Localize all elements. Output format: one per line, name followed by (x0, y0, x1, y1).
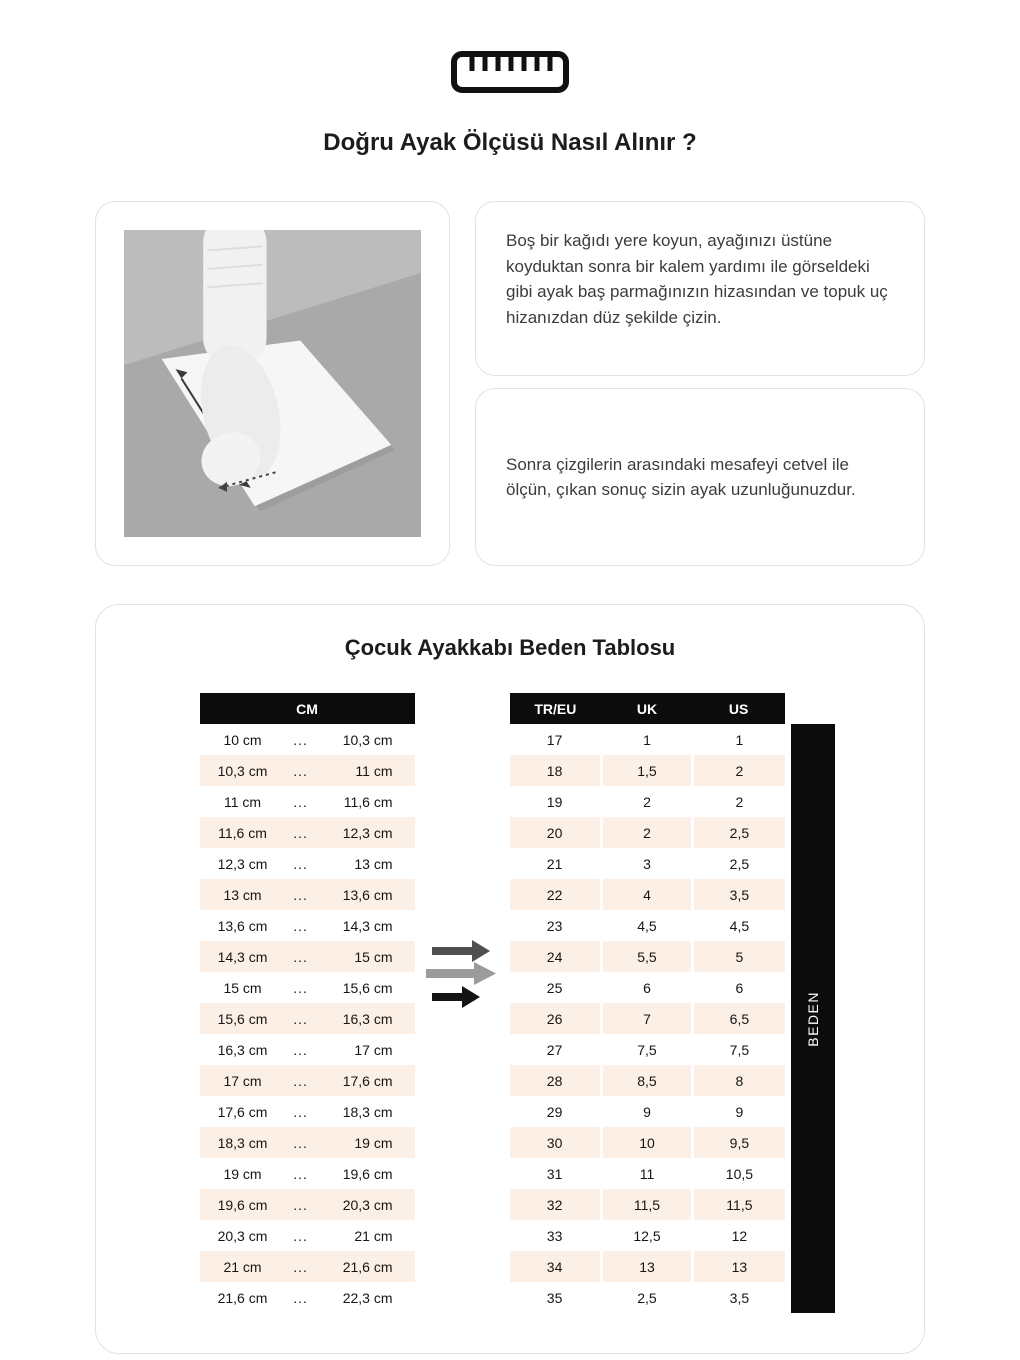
cm-separator-cell: ... (293, 793, 308, 810)
size-chart-tables (96, 693, 924, 1313)
size-us-cell: 9,5 (693, 1127, 785, 1158)
cm-table-header: CM (200, 693, 415, 724)
size-table-header-us: US (693, 693, 785, 724)
instruction-card-2 (475, 388, 925, 566)
size-uk-cell: 7 (601, 1003, 693, 1034)
size-table-row (510, 1127, 785, 1158)
size-table-row (510, 817, 785, 848)
size-us-cell: 9 (693, 1096, 785, 1127)
cm-to-cell: 21 cm (354, 1227, 393, 1244)
size-us-cell: 8 (693, 1065, 785, 1096)
size-uk-cell: 13 (601, 1251, 693, 1282)
foot-measurement-photo (124, 230, 421, 537)
cm-table-row (200, 1189, 415, 1220)
cm-separator-cell: ... (286, 817, 316, 848)
cm-from-cell: 11,6 cm (200, 817, 286, 848)
size-us-cell: 4,5 (693, 910, 785, 941)
size-uk-cell: 1 (601, 724, 693, 755)
size-us-cell: 11,5 (693, 1189, 785, 1220)
cm-table-row (200, 786, 415, 817)
size-us-cell: 5 (693, 941, 785, 972)
size-treu-cell: 29 (546, 1103, 563, 1120)
size-uk-cell: 5,5 (601, 941, 693, 972)
cm-table-row (200, 848, 415, 879)
cm-table-row (200, 1003, 415, 1034)
conversion-arrows-icon (415, 936, 510, 1010)
cm-from-cell: 16,3 cm (217, 1041, 268, 1058)
cm-separator-cell: ... (286, 1065, 316, 1096)
cm-table-row (200, 879, 415, 910)
cm-table-row (200, 1034, 415, 1065)
size-table-body (510, 724, 785, 1313)
cm-table-row (200, 1096, 415, 1127)
cm-from-cell: 15,6 cm (200, 1003, 286, 1034)
size-table-row (510, 1251, 785, 1282)
size-us-cell: 10,5 (693, 1158, 785, 1189)
size-us-cell: 12 (693, 1220, 785, 1251)
cm-from-cell: 10 cm (223, 731, 262, 748)
size-treu-cell: 34 (510, 1251, 602, 1282)
cm-from-cell: 10,3 cm (200, 755, 286, 786)
instruction-cards (475, 201, 925, 566)
cm-to-cell: 13 cm (354, 855, 393, 872)
cm-from-cell: 15 cm (223, 979, 262, 996)
cm-separator-cell: ... (293, 1289, 308, 1306)
cm-from-cell: 19 cm (223, 1165, 262, 1182)
size-uk-cell: 11 (601, 1158, 693, 1189)
size-us-cell: 2,5 (693, 848, 785, 879)
size-uk-cell: 10 (601, 1127, 693, 1158)
size-table (510, 693, 785, 1313)
cm-to-cell: 15,6 cm (342, 979, 393, 996)
cm-table-row (200, 1065, 415, 1096)
cm-table-row (200, 941, 415, 972)
size-treu-cell: 31 (546, 1165, 563, 1182)
size-us-cell: 3,5 (693, 879, 785, 910)
cm-from-cell: 19,6 cm (200, 1189, 286, 1220)
size-us-cell: 2 (693, 755, 785, 786)
beden-label: BEDEN (804, 990, 821, 1047)
cm-separator-cell: ... (293, 731, 308, 748)
cm-table-row (200, 1158, 415, 1189)
cm-table-row (200, 1127, 415, 1158)
size-table-row (510, 786, 785, 817)
cm-table-row (200, 1220, 415, 1251)
size-uk-cell: 4 (601, 879, 693, 910)
size-treu-cell: 25 (546, 979, 563, 996)
cm-separator-cell: ... (293, 1103, 308, 1120)
cm-to-cell: 21,6 cm (316, 1251, 415, 1282)
cm-table-body (200, 724, 415, 1313)
cm-to-cell: 19 cm (316, 1127, 415, 1158)
cm-separator-cell: ... (293, 1041, 308, 1058)
size-us-cell: 2,5 (693, 817, 785, 848)
size-chart-title: Çocuk Ayakkabı Beden Tablosu (344, 635, 676, 660)
size-uk-cell: 6 (601, 972, 693, 1003)
size-treu-cell: 19 (546, 793, 563, 810)
cm-separator-cell: ... (286, 941, 316, 972)
size-table-header-uk: UK (601, 693, 693, 724)
size-us-cell: 6 (693, 972, 785, 1003)
size-table-row (510, 1220, 785, 1251)
size-treu-cell: 18 (510, 755, 602, 786)
size-uk-cell: 2,5 (601, 1282, 693, 1313)
size-treu-cell: 24 (510, 941, 602, 972)
size-us-cell: 1 (693, 724, 785, 755)
cm-separator-cell: ... (293, 855, 308, 872)
size-treu-cell: 20 (510, 817, 602, 848)
cm-table-row (200, 724, 415, 755)
cm-from-cell: 17 cm (200, 1065, 286, 1096)
cm-table-row (200, 1251, 415, 1282)
size-chart-card (95, 604, 925, 1354)
cm-to-cell: 18,3 cm (342, 1103, 393, 1120)
size-table-row (510, 755, 785, 786)
cm-table (200, 693, 415, 1313)
instruction-step-2: Sonra çizgilerin arasındaki mesafeyi cetvel ile ölçün, çıkan sonuç sizin ayak uzunluğunuzdur. (506, 454, 856, 499)
cm-from-cell: 17,6 cm (217, 1103, 268, 1120)
cm-to-cell: 19,6 cm (342, 1165, 393, 1182)
size-us-cell: 2 (693, 786, 785, 817)
cm-separator-cell: ... (293, 979, 308, 996)
size-table-row (510, 910, 785, 941)
cm-from-cell: 18,3 cm (200, 1127, 286, 1158)
size-treu-cell: 30 (510, 1127, 602, 1158)
size-uk-cell: 2 (601, 817, 693, 848)
size-us-cell: 6,5 (693, 1003, 785, 1034)
size-table-row (510, 1034, 785, 1065)
cm-separator-cell: ... (286, 1189, 316, 1220)
cm-separator-cell: ... (293, 1227, 308, 1244)
cm-to-cell: 22,3 cm (342, 1289, 393, 1306)
size-treu-cell: 35 (546, 1289, 563, 1306)
size-table-row (510, 724, 785, 755)
instruction-step-1: Boş bir kağıdı yere koyun, ayağınızı üstüne koyduktan sonra bir kalem yardımı ile görseldeki gibi ayak baş parmağınızın hizasından ve topuk uç hizanızdan düz şekilde çizin. (506, 231, 888, 327)
cm-from-cell: 13,6 cm (217, 917, 268, 934)
page-title: Doğru Ayak Ölçüsü Nasıl Alınır ? (323, 129, 697, 156)
cm-from-cell: 14,3 cm (200, 941, 286, 972)
cm-from-cell: 21,6 cm (217, 1289, 268, 1306)
foot-photo-card (95, 201, 450, 566)
cm-table-row (200, 755, 415, 786)
size-table-row (510, 1003, 785, 1034)
cm-to-cell: 16,3 cm (316, 1003, 415, 1034)
size-table-row (510, 848, 785, 879)
cm-from-cell: 21 cm (200, 1251, 286, 1282)
intro-section (95, 201, 925, 566)
size-treu-cell: 26 (510, 1003, 602, 1034)
size-uk-cell: 3 (601, 848, 693, 879)
cm-table-row (200, 1282, 415, 1313)
cm-to-cell: 17 cm (354, 1041, 393, 1058)
size-uk-cell: 12,5 (601, 1220, 693, 1251)
cm-to-cell: 17,6 cm (316, 1065, 415, 1096)
cm-separator-cell: ... (286, 1127, 316, 1158)
size-table-row (510, 1189, 785, 1220)
size-uk-cell: 11,5 (601, 1189, 693, 1220)
size-treu-cell: 32 (510, 1189, 602, 1220)
cm-to-cell: 11,6 cm (343, 793, 393, 810)
cm-separator-cell: ... (286, 1003, 316, 1034)
size-treu-cell: 22 (510, 879, 602, 910)
ruler-icon (450, 50, 570, 99)
size-treu-cell: 28 (510, 1065, 602, 1096)
size-us-cell: 7,5 (693, 1034, 785, 1065)
cm-separator-cell: ... (286, 879, 316, 910)
cm-to-cell: 10,3 cm (342, 731, 393, 748)
cm-table-row (200, 972, 415, 1003)
cm-from-cell: 13 cm (200, 879, 286, 910)
size-table-row (510, 879, 785, 910)
cm-to-cell: 20,3 cm (316, 1189, 415, 1220)
size-table-row (510, 972, 785, 1003)
size-treu-cell: 27 (546, 1041, 563, 1058)
cm-to-cell: 12,3 cm (316, 817, 415, 848)
size-table-row (510, 1282, 785, 1313)
size-table-row (510, 1096, 785, 1127)
size-treu-cell: 21 (546, 855, 563, 872)
cm-separator-cell: ... (286, 1251, 316, 1282)
size-us-cell: 3,5 (693, 1282, 785, 1313)
size-table-row (510, 1065, 785, 1096)
size-treu-cell: 23 (546, 917, 563, 934)
cm-from-cell: 11 cm (223, 793, 262, 810)
cm-to-cell: 13,6 cm (316, 879, 415, 910)
size-treu-cell: 33 (546, 1227, 563, 1244)
size-treu-cell: 17 (546, 731, 563, 748)
cm-table-row (200, 817, 415, 848)
beden-side-bar (791, 724, 835, 1313)
size-uk-cell: 2 (601, 786, 693, 817)
cm-from-cell: 12,3 cm (217, 855, 268, 872)
cm-to-cell: 11 cm (316, 755, 415, 786)
cm-to-cell: 15 cm (316, 941, 415, 972)
size-uk-cell: 7,5 (601, 1034, 693, 1065)
size-table-header-treu: TR/EU (510, 693, 602, 724)
size-uk-cell: 9 (601, 1096, 693, 1127)
size-uk-cell: 8,5 (601, 1065, 693, 1096)
size-us-cell: 13 (693, 1251, 785, 1282)
cm-separator-cell: ... (286, 755, 316, 786)
size-table-row (510, 941, 785, 972)
size-uk-cell: 4,5 (601, 910, 693, 941)
size-table-row (510, 1158, 785, 1189)
cm-to-cell: 14,3 cm (342, 917, 393, 934)
header-icon-area (0, 0, 1020, 99)
instruction-card-1 (475, 201, 925, 376)
cm-separator-cell: ... (293, 917, 308, 934)
size-uk-cell: 1,5 (601, 755, 693, 786)
cm-from-cell: 20,3 cm (217, 1227, 268, 1244)
cm-table-row (200, 910, 415, 941)
cm-separator-cell: ... (293, 1165, 308, 1182)
